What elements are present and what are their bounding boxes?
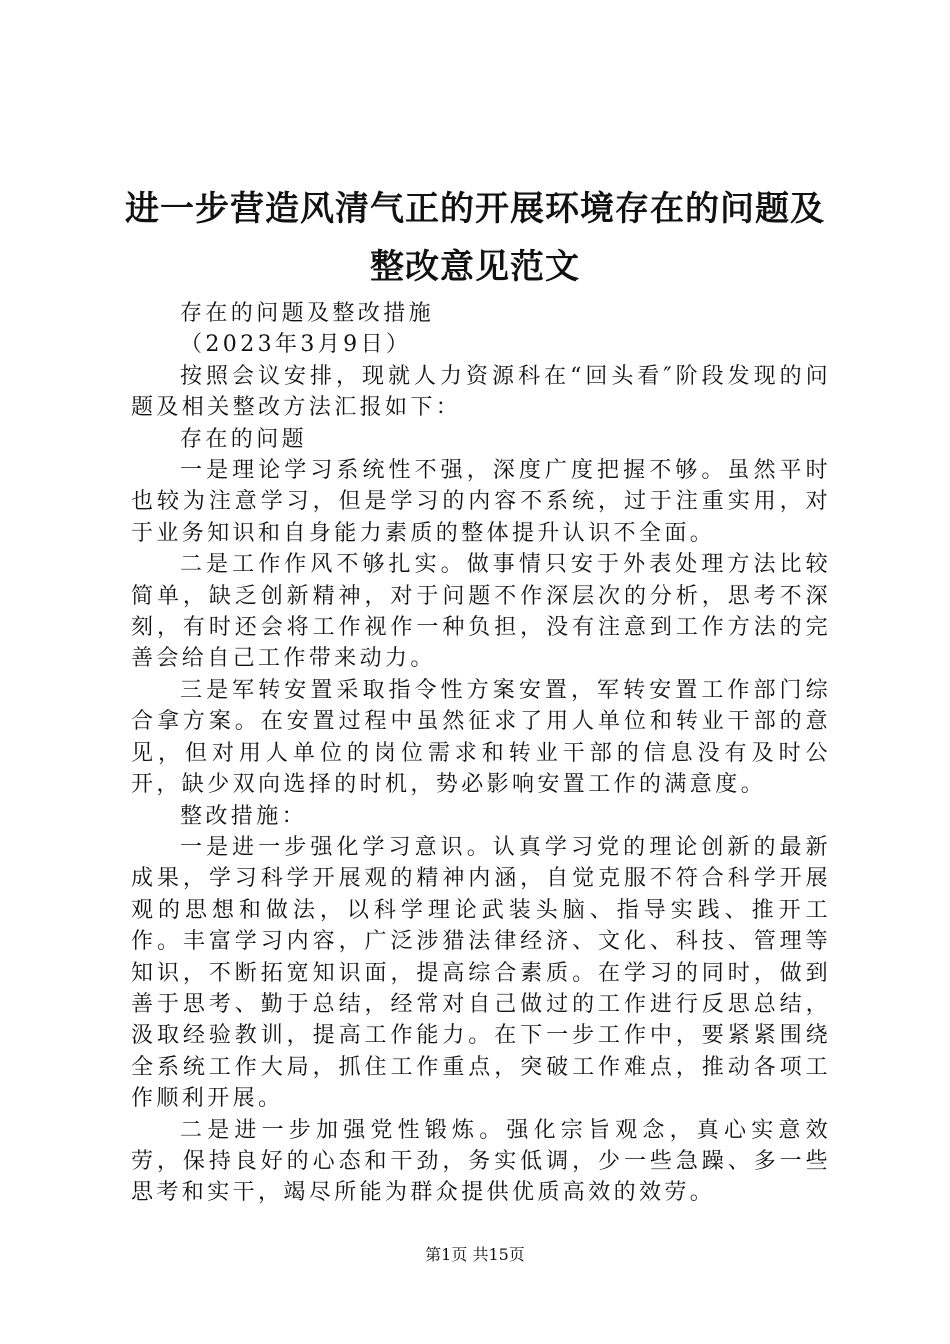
section-heading-measures: 整改措施： — [180, 803, 308, 829]
document-title-line2: 整改意见范文 — [370, 247, 580, 287]
paragraph-measure-1: 一是进一步强化学习意识。认真学习党的理论创新的最新成果，学习科学开展观的精神内涵，自觉克服不符合科学开展观的思想和做法，以科学理论武装头脑、指导实践、推开工作。丰富学习内容，广泛涉猎法律经济、文化、科技、管理等知识，不断拓宽知识面，提高综合素质。在学习的同时，做到善于思考、勤于总结，经常对自己做过的工作进行反思总结，汲取经验教训，提高工作能力。在下一步工作中，要紧紧围绕全系统工作大局，抓住工作重点，突破工作难点，推动各项工作顺利开展。 — [131, 834, 831, 1112]
paragraph-problem-3: 三是军转安置采取指令性方案安置，军转安置工作部门综合拿方案。在安置过程中虽然征求了用人单位和转业干部的意见，但对用人单位的岗位需求和转业干部的信息没有及时公开，缺少双向选择的时机，势必影响安置工作的满意度。 — [131, 677, 831, 798]
paragraph-intro: 按照会议安排，现就人力资源科在“回头看″阶段发现的问题及相关整改方法汇报如下： — [131, 363, 831, 421]
page-footer: 第1页 共15页 — [425, 1245, 525, 1264]
paragraph-date: （2023年3月9日） — [180, 332, 412, 358]
document-body — [131, 298, 831, 1209]
section-heading-problems: 存在的问题 — [180, 426, 308, 452]
paragraph-problem-1: 一是理论学习系统性不强，深度广度把握不够。虽然平时也较为注意学习，但是学习的内容不系统，过于注重实用，对于业务知识和自身能力素质的整体提升认识不全面。 — [131, 458, 831, 546]
paragraph-heading: 存在的问题及整改措施 — [180, 301, 435, 326]
document-title-line1: 进一步营造风清气正的开展环境存在的问题及 — [125, 189, 825, 229]
paragraph-problem-2: 二是工作作风不够扎实。做事情只安于外表处理方法比较简单，缺乏创新精神，对于问题不作深层次的分析，思考不深刻，有时还会将工作视作一种负担，没有注意到工作方法的完善会给自己工作带来动力。 — [131, 552, 831, 672]
paragraph-measure-2: 二是进一步加强党性锻炼。强化宗旨观念，真心实意效劳，保持良好的心态和干劲，务实低调，少一些急躁、多一些思考和实干，竭尽所能为群众提供优质高效的效劳。 — [131, 1117, 831, 1206]
